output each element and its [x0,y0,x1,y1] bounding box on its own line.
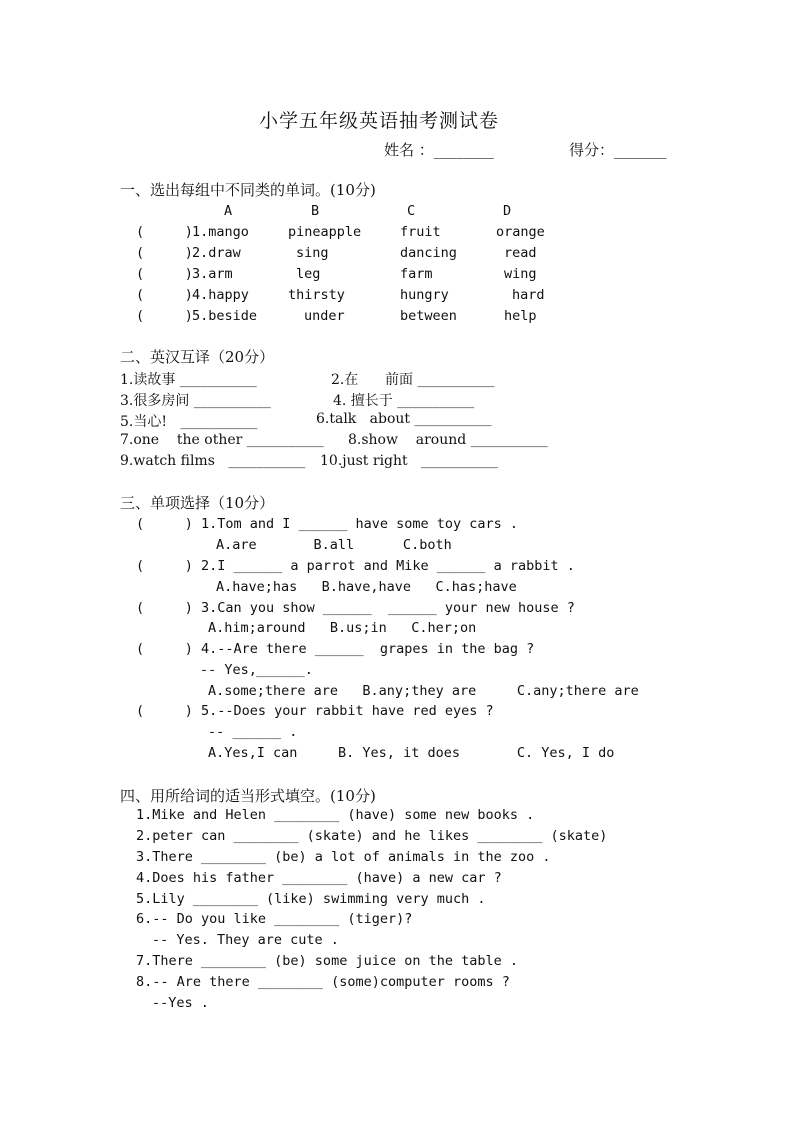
option-b: sing [296,245,329,261]
answer-blank[interactable]: ( ) [136,287,193,303]
section2-heading: 二、英汉互译（20分） [120,348,275,366]
translation-item[interactable]: 8.show around ___________ [348,432,548,448]
section4-heading: 四、用所给词的适当形式填空。(10分) [120,787,376,805]
option-b: thirsty [288,287,345,303]
fill-blank-line[interactable]: 3.There ________ (be) a lot of animals in the zoo . [136,849,551,865]
option-d: hard [512,287,545,303]
column-header-b: B [311,203,320,219]
column-header-c: C [407,203,416,219]
option-b: leg [296,266,321,282]
answer-blank[interactable]: ( ) [136,245,193,261]
choice-line: A.have;has B.have,have C.has;have [216,579,517,595]
translation-item[interactable]: 6.talk about ___________ [316,411,492,427]
column-header-a: A [224,203,233,219]
translation-item[interactable]: 9.watch films ___________ [120,453,306,469]
option-a: 5.beside [192,308,258,324]
option-d: help [504,308,537,324]
answer-blank[interactable]: ( ) [136,266,193,282]
option-c: dancing [400,245,457,261]
choice-line: A.him;around B.us;in C.her;on [208,620,477,636]
answer-blank[interactable]: ______. [256,662,313,678]
option-d: orange [496,224,545,240]
fill-blank-line[interactable]: 5.Lily ________ (like) swimming very much . [136,891,486,907]
translation-item[interactable]: 4. 擅长于 ___________ [333,393,475,409]
choice-line: A.some;there are B.any;they are C.any;there are [208,683,639,699]
fill-blank-line[interactable]: 6.-- Do you like ________ (tiger)? [136,911,413,927]
translation-item[interactable]: 2.在 前面 ___________ [331,372,495,388]
answer-blank[interactable]: ( ) [136,308,193,324]
option-c: farm [400,266,433,282]
answer-blank[interactable]: ( ) [136,224,193,240]
fill-blank-line[interactable]: 7.There ________ (be) some juice on the table . [136,953,519,969]
name-field-label: 姓名 ：________ [384,141,494,159]
choice-line: A.are B.all C.both [216,537,452,553]
translation-item[interactable]: 5.当心! ___________ [120,414,258,430]
option-a: 2.draw [192,245,241,261]
page-title: 小学五年级英语抽考测试卷 [259,110,500,132]
option-a: 1.mango [192,224,249,240]
fill-blank-line[interactable]: 4.Does his father ________ (have) a new car ? [136,870,502,886]
option-c: hungry [400,287,449,303]
option-d: read [504,245,537,261]
answer-line[interactable]: -- ______ . [208,724,298,740]
question-line[interactable]: ( ) 2.I ______ a parrot and Mike ______ a rabbit . [136,558,575,574]
translation-item[interactable]: 3.很多房间 ___________ [120,393,271,409]
fill-blank-line[interactable]: 2.peter can ________ (skate) and he likes ________ (skate) [136,828,608,844]
question-line[interactable]: ( ) 1.Tom and I ______ have some toy cars . [136,516,519,532]
section3-heading: 三、单项选择（10分） [120,494,275,512]
option-a: 3.arm [192,266,233,282]
question-line[interactable]: ( ) 5.--Does your rabbit have red eyes ? [136,703,494,719]
option-c: fruit [400,224,441,240]
choice-line: A.Yes,I can B. Yes, it does C. Yes, I do [208,745,615,761]
question-line[interactable]: ( ) 3.Can you show ______ ______ your new house ? [136,600,575,616]
response-line: --Yes . [152,995,209,1011]
section1-heading: 一、选出每组中不同类的单词。(10分) [120,181,376,199]
option-b: under [304,308,345,324]
translation-item[interactable]: 7.one the other ___________ [120,432,324,448]
score-field-label: 得分：_______ [569,141,667,159]
response-line: -- Yes. They are cute . [152,932,339,948]
option-a: 4.happy [192,287,249,303]
translation-item[interactable]: 10.just right ___________ [320,453,499,469]
fill-blank-line[interactable]: 8.-- Are there ________ (some)computer rooms ? [136,974,510,990]
option-c: between [400,308,457,324]
option-d: wing [504,266,537,282]
answer-prefix: -- Yes, [200,662,257,678]
column-header-d: D [503,203,512,219]
fill-blank-line[interactable]: 1.Mike and Helen ________ (have) some new books . [136,807,535,823]
translation-item[interactable]: 1.读故事 ___________ [120,372,257,388]
question-line[interactable]: ( ) 4.--Are there ______ grapes in the bag ? [136,641,535,657]
option-b: pineapple [288,224,362,240]
